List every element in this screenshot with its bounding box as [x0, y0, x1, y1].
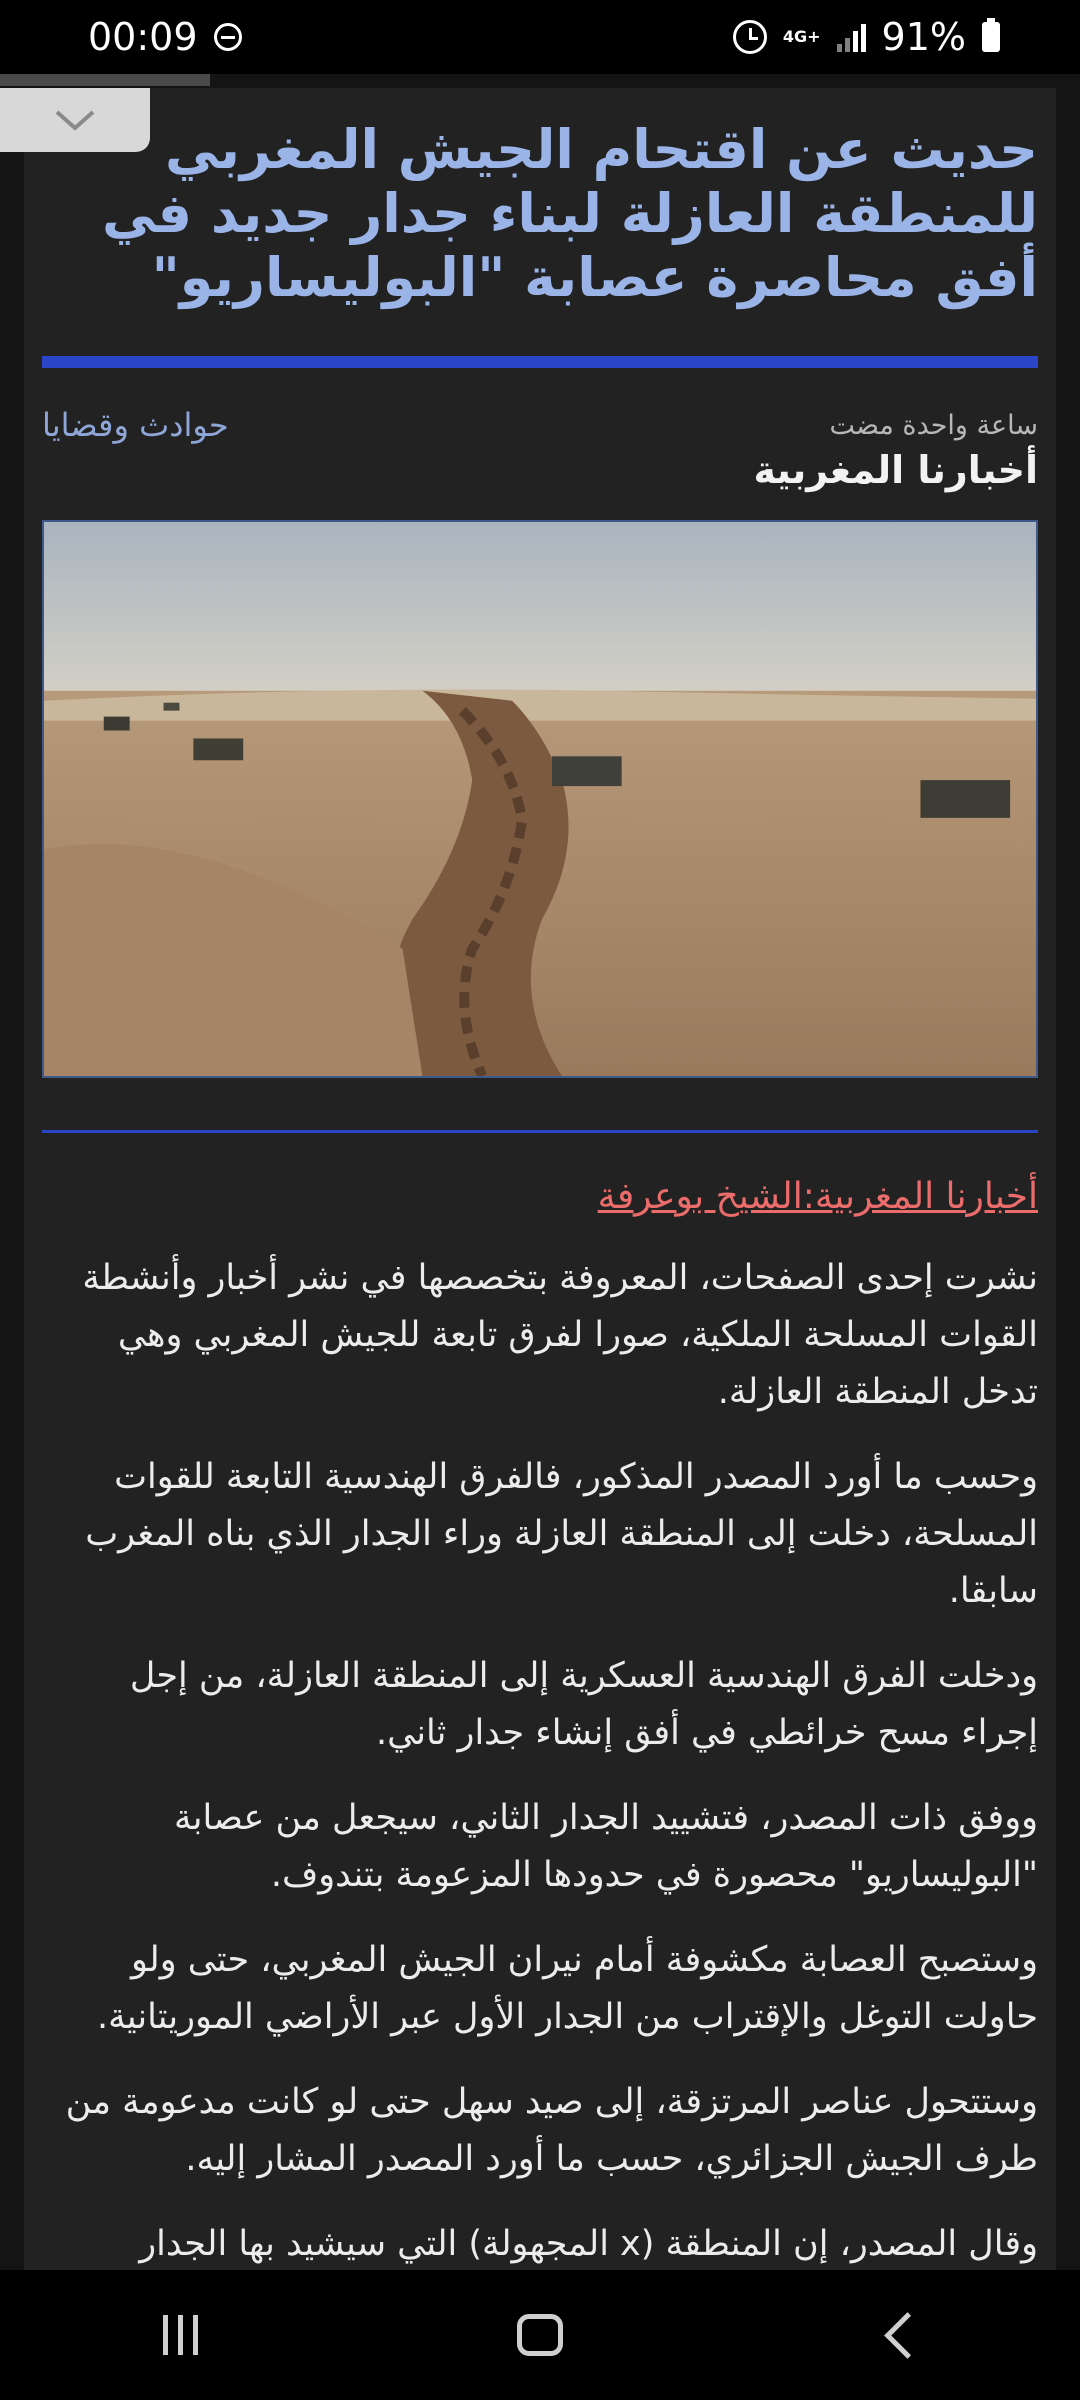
article-source: أخبارنا المغربية [753, 448, 1038, 492]
alarm-icon [733, 20, 767, 54]
back-button[interactable] [830, 2285, 970, 2385]
recent-apps-icon [163, 2315, 198, 2355]
navigation-bar [0, 2270, 1080, 2400]
page [0, 74, 1080, 2270]
article [24, 88, 1056, 2270]
article-paragraph: نشرت إحدى الصفحات، المعروفة بتخصصها في نشر أخبار وأنشطة القوات المسلحة الملكية، صورا لفرق تابعة للجيش المغربي وهي تدخل المنطقة العازلة. [82, 1258, 1038, 1412]
article-paragraph: ودخلت الفرق الهندسية العسكرية إلى المنطقة العازلة، من إجل إجراء مسح خرائطي في أفق إنشاء جدار ثاني. [129, 1656, 1038, 1753]
desert-wall-image [44, 522, 1036, 1076]
battery-icon [982, 22, 1000, 52]
article-paragraph: وستتحول عناصر المرتزقة، إلى صيد سهل حتى لو كانت مدعومة من طرف الجيش الجزائري، حسب ما أورد المصدر المشار إليه. [65, 2082, 1038, 2179]
signal-icon [837, 22, 866, 52]
article-paragraph: وحسب ما أورد المصدر المذكور، فالفرق الهندسية التابعة للقوات المسلحة، دخلت إلى المنطقة العازلة وراء الجدار الذي بناه المغرب سابقا. [85, 1457, 1038, 1611]
headline-divider [42, 356, 1038, 368]
chevron-down-icon [53, 107, 97, 133]
battery-percent: 91% [881, 15, 966, 59]
article-photo[interactable] [42, 520, 1038, 1078]
status-left [88, 15, 242, 59]
home-button[interactable] [470, 2285, 610, 2385]
status-right [733, 15, 1000, 59]
article-time: ساعة واحدة مضت [829, 409, 1038, 441]
article-paragraph: وقال المصدر، إن المنطقة (x المجهولة) التي سيشيد بها الجدار [139, 2224, 1038, 2264]
article-meta [42, 400, 1038, 450]
content-divider [42, 1130, 1038, 1133]
back-icon [884, 2312, 931, 2359]
status-time: 00:09 [88, 15, 198, 59]
recent-apps-button[interactable] [110, 2285, 250, 2385]
collapse-toolbar-button[interactable] [0, 88, 150, 152]
article-headline: حديث عن اقتحام الجيش المغربي للمنطقة العازلة لبناء جدار جديد في أفق محاصرة عصابة "البوليساريو" [102, 118, 1038, 309]
article-category-link[interactable]: حوادث وقضايا [42, 406, 229, 444]
article-body [42, 1250, 1038, 2270]
article-paragraph: ووفق ذات المصدر، فتشييد الجدار الثاني، سيجعل من عصابة "البوليساريو" محصورة في حدودها المزعومة بتندوف. [173, 1798, 1038, 1895]
status-bar [0, 0, 1080, 74]
network-type: 4G+ [782, 27, 821, 46]
home-icon [517, 2314, 563, 2356]
article-byline-link[interactable]: أخبارنا المغربية:الشيخ بوعرفة [597, 1176, 1038, 1217]
page-progress-line [0, 74, 210, 86]
article-paragraph: وستصبح العصابة مكشوفة أمام نيران الجيش المغربي، حتى ولو حاولت التوغل والإقتراب من الجدار الأول عبر الأراضي الموريتانية. [96, 1940, 1038, 2037]
do-not-disturb-icon [214, 23, 242, 51]
